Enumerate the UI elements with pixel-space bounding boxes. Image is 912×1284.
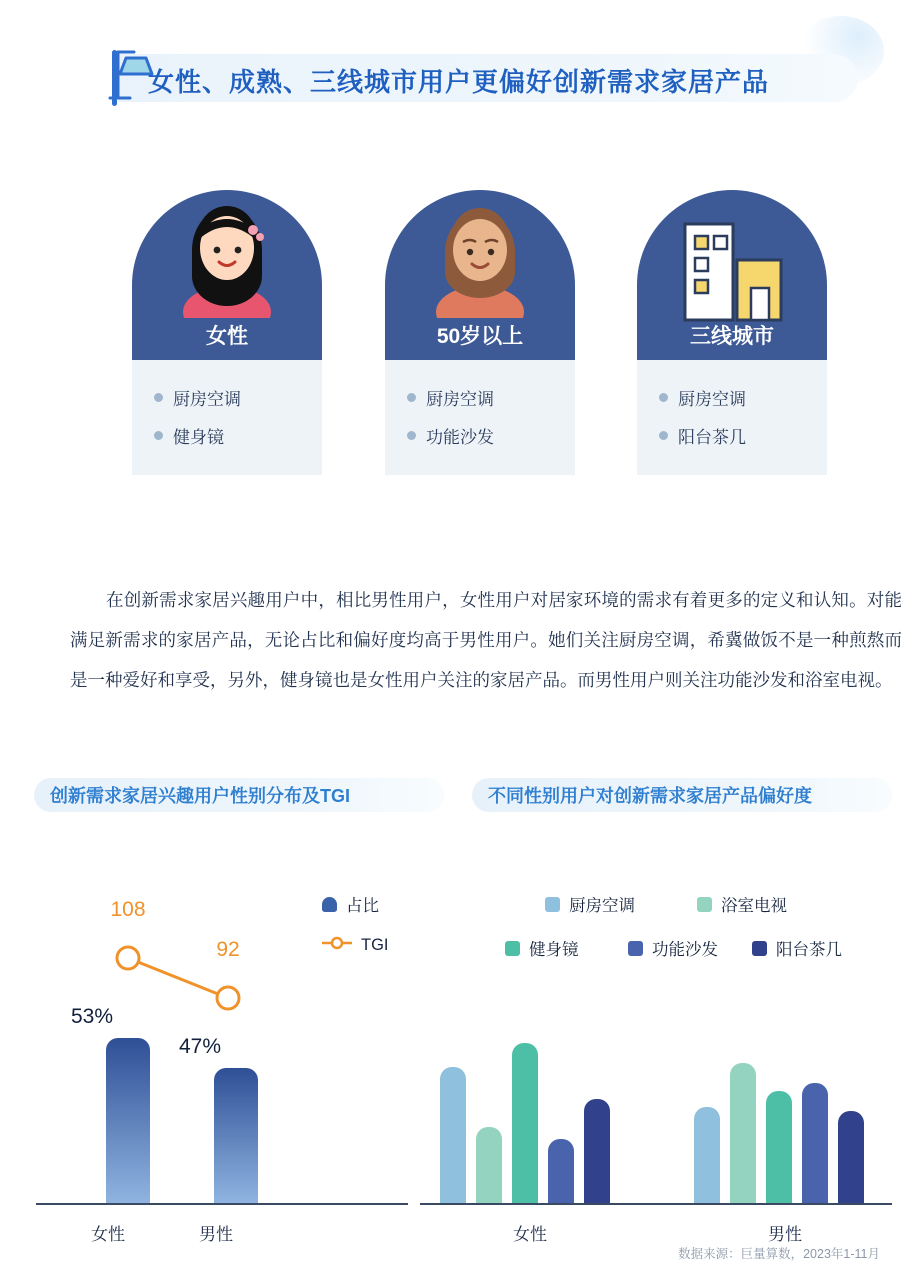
- axis-label-left-female: 女性: [91, 1225, 125, 1244]
- list-item-label: 厨房空调: [173, 390, 241, 409]
- legend-label-tgi: TGI: [361, 936, 389, 954]
- section-title-left: 创新需求家居兴趣用户性别分布及TGI: [34, 778, 444, 812]
- persona-label: 50岁以上: [436, 325, 524, 348]
- legend-label-bathroom-tv: 浴室电视: [721, 897, 787, 915]
- bullet-dot: [659, 431, 668, 440]
- list-item: [407, 385, 494, 410]
- left-chart-axis: [36, 1203, 408, 1205]
- right-chart-axis: [420, 1203, 892, 1205]
- body-paragraph: 在创新需求家居兴趣用户中，相比男性用户，女性用户对居家环境的需求有着更多的定义和认知。对能满足新需求的家居产品，无论占比和偏好度均高于男性用户。她们关注厨房空调，希冀做饭不是一种煎熬而是一种爱好和享受，另外，健身镜也是女性用户关注的家居产品。而男性用户则关注功能沙发和浴室电视。: [70, 590, 902, 690]
- data-source-note: 数据来源：巨量算数，2023年1-11月: [678, 1247, 880, 1261]
- axis-label-right-male: 男性: [768, 1225, 802, 1244]
- bullet-dot: [154, 431, 163, 440]
- bar-male-balcony-table: [838, 1111, 864, 1203]
- bullet-dot: [407, 431, 416, 440]
- legend-label-balcony-table: 阳台茶几: [776, 941, 842, 959]
- bar-female-sofa: [548, 1139, 574, 1203]
- tgi-value-male: 92: [216, 938, 240, 961]
- bar-female-balcony-table: [584, 1099, 610, 1203]
- list-item: [659, 423, 746, 448]
- bullet-dot: [407, 393, 416, 402]
- right-bars-female-group: [420, 850, 670, 1203]
- bar-female-kitchen-ac: [440, 1067, 466, 1203]
- bar-female-fitness-mirror: [512, 1043, 538, 1203]
- legend-label-share: 占比: [346, 897, 379, 915]
- list-item-label: 厨房空调: [426, 390, 494, 409]
- legend-item-share: [322, 892, 379, 916]
- share-value-male: 47%: [178, 1035, 222, 1058]
- tgi-value-female: 108: [110, 898, 146, 921]
- list-item: [407, 423, 494, 448]
- legend-label-sofa: 功能沙发: [652, 941, 718, 959]
- bullet-dot: [659, 393, 668, 402]
- persona-card-female[interactable]: [132, 190, 322, 475]
- page-header: [0, 22, 912, 102]
- persona-card-body: [132, 360, 322, 475]
- bar-male-bathroom-tv: [730, 1063, 756, 1203]
- list-item-label: 功能沙发: [426, 428, 494, 447]
- charts-container: [0, 850, 912, 1240]
- bullet-dot: [154, 393, 163, 402]
- persona-cards: [0, 190, 912, 480]
- list-item: [154, 423, 224, 448]
- legend-swatch-tgi: [322, 936, 352, 955]
- list-item: [154, 385, 241, 410]
- axis-label-left-male: 男性: [199, 1225, 233, 1244]
- persona-card-city[interactable]: [637, 190, 827, 475]
- list-item-label: 阳台茶几: [678, 428, 746, 447]
- persona-card-top: [132, 190, 322, 360]
- bar-male-kitchen-ac: [694, 1107, 720, 1203]
- bar-male-fitness-mirror: [766, 1091, 792, 1203]
- bar-share-female: [106, 1038, 150, 1203]
- share-value-female: 53%: [70, 1005, 114, 1028]
- legend-swatch-share: [322, 897, 337, 912]
- right-bars-male-group: [670, 850, 912, 1203]
- persona-card-age[interactable]: [385, 190, 575, 475]
- persona-card-top: [637, 190, 827, 360]
- legend-item-tgi: [322, 936, 389, 955]
- persona-label: 女性: [206, 325, 248, 348]
- persona-label: 三线城市: [690, 325, 774, 348]
- list-item-label: 厨房空调: [678, 390, 746, 409]
- bar-share-male: [214, 1068, 258, 1203]
- bar-male-sofa: [802, 1083, 828, 1203]
- legend-label-kitchen-ac: 厨房空调: [569, 897, 635, 915]
- page-title: 女性、成熟、三线城市用户更偏好创新需求家居产品: [148, 67, 770, 97]
- persona-card-body: [385, 360, 575, 475]
- section-title-right: 不同性别用户对创新需求家居产品偏好度: [472, 778, 892, 812]
- list-item-label: 健身镜: [173, 428, 224, 447]
- persona-card-body: [637, 360, 827, 475]
- persona-card-top: [385, 190, 575, 360]
- bar-female-bathroom-tv: [476, 1127, 502, 1203]
- legend-label-fitness-mirror: 健身镜: [529, 941, 579, 959]
- axis-label-right-female: 女性: [513, 1225, 547, 1244]
- list-item: [659, 385, 746, 410]
